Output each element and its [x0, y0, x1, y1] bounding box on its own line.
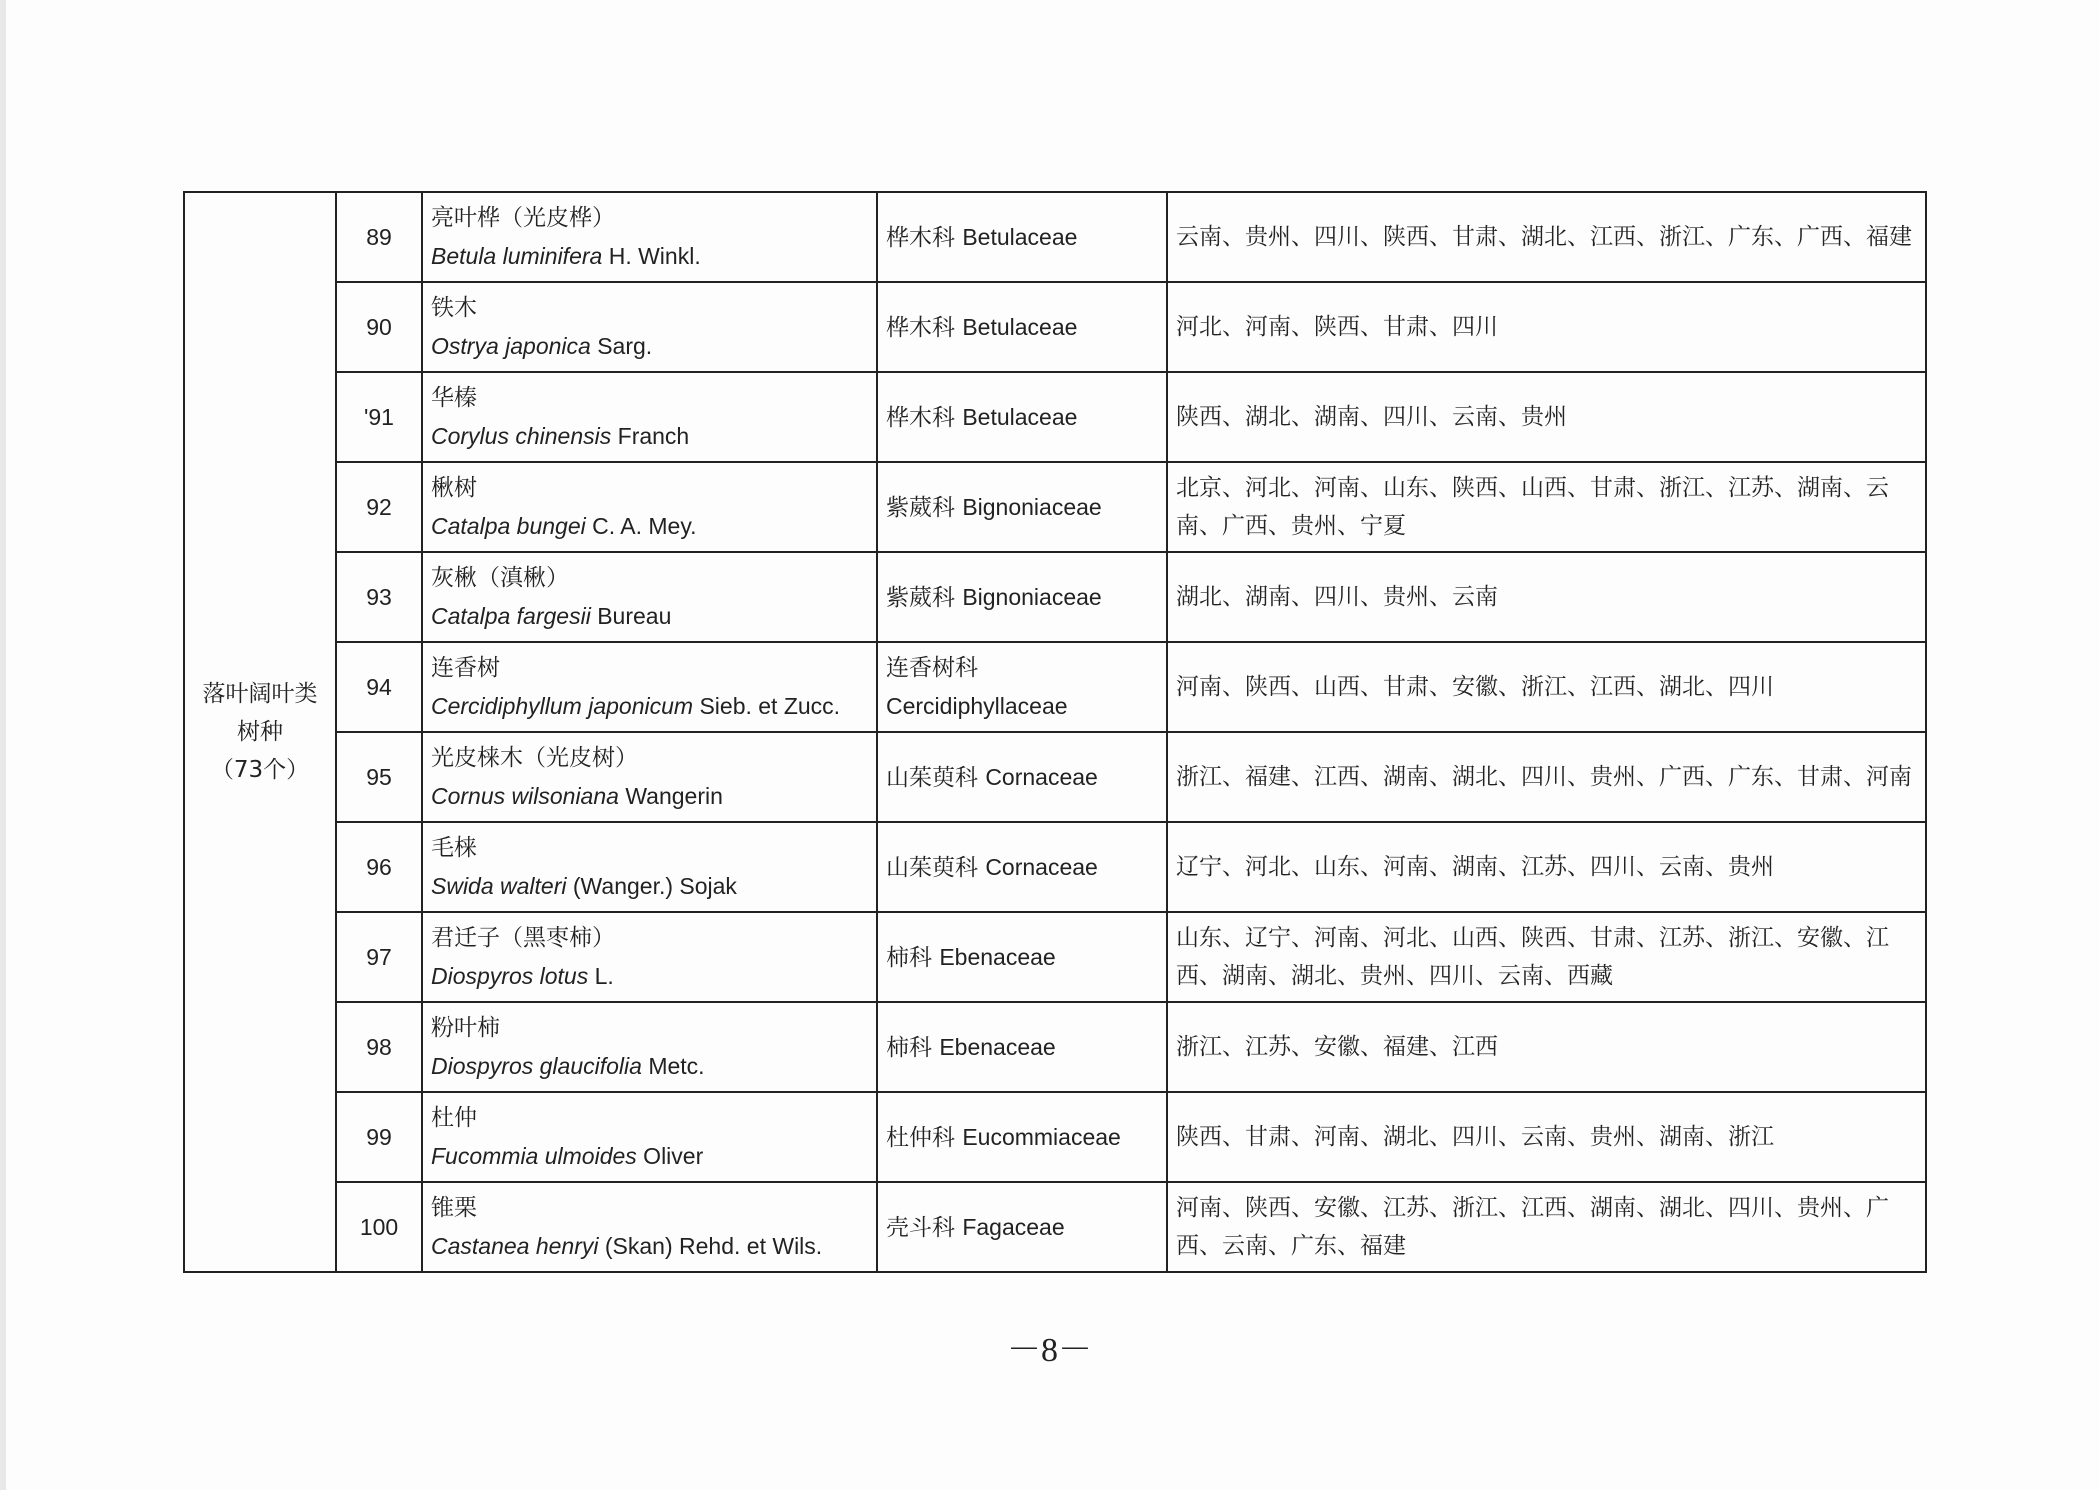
page-edge	[0, 0, 6, 1490]
family-latin: Ebenaceae	[939, 1033, 1056, 1060]
latin-author: Metc.	[641, 1053, 705, 1079]
species-name-cell	[422, 912, 877, 1002]
family-cell	[877, 912, 1167, 1002]
species-latin-name	[431, 1227, 868, 1265]
latin-binomial: Corylus chinensis	[431, 423, 612, 449]
row-number: 90	[336, 282, 422, 372]
family-latin: Fagaceae	[962, 1213, 1065, 1240]
family-cell	[877, 1002, 1167, 1092]
family-latin: Betulaceae	[962, 313, 1078, 340]
latin-binomial: Cercidiphyllum japonicum	[431, 693, 694, 719]
family-cell	[877, 282, 1167, 372]
latin-binomial: Betula luminifera	[431, 243, 603, 269]
row-number: 94	[336, 642, 422, 732]
latin-author: Sieb. et Zucc.	[693, 693, 841, 719]
row-number: 97	[336, 912, 422, 1002]
distribution-cell: 河南、陕西、山西、甘肃、安徽、浙江、江西、湖北、四川	[1167, 642, 1926, 732]
species-latin-name	[431, 777, 868, 815]
latin-author: L.	[588, 963, 614, 989]
species-chinese-name: 锥栗	[431, 1195, 477, 1221]
species-latin-name	[431, 237, 868, 275]
species-chinese-name: 粉叶柿	[431, 1015, 500, 1041]
family-latin: Betulaceae	[962, 403, 1078, 430]
species-latin-name	[431, 1047, 868, 1085]
category-label-line1: 落叶阔叶类	[202, 681, 318, 707]
latin-author: (Wanger.) Sojak	[566, 873, 737, 899]
latin-binomial: Fucommia ulmoides	[431, 1143, 637, 1169]
species-chinese-name: 杜仲	[431, 1105, 477, 1131]
latin-author: Franch	[611, 423, 690, 449]
family-chinese: 桦木科	[886, 224, 955, 251]
latin-binomial: Ostrya japonica	[431, 333, 591, 359]
table-row	[184, 462, 1926, 552]
species-chinese-name: 华榛	[431, 385, 477, 411]
table-row	[184, 192, 1926, 282]
latin-author: Bureau	[590, 603, 672, 629]
category-label-line2: 树种	[237, 719, 283, 745]
latin-binomial: Catalpa bungei	[431, 513, 586, 539]
family-chinese: 柿科	[886, 1034, 932, 1061]
table-row	[184, 642, 1926, 732]
distribution-cell: 湖北、湖南、四川、贵州、云南	[1167, 552, 1926, 642]
page-number: －8－	[1007, 1332, 1092, 1369]
table-row	[184, 732, 1926, 822]
latin-author: Wangerin	[618, 783, 723, 809]
family-cell	[877, 462, 1167, 552]
species-chinese-name: 铁木	[431, 295, 477, 321]
species-latin-name	[431, 327, 868, 365]
species-latin-name	[431, 597, 868, 635]
species-table	[183, 191, 1927, 1273]
row-number: 89	[336, 192, 422, 282]
species-latin-name	[431, 507, 868, 545]
family-cell	[877, 642, 1167, 732]
family-chinese: 紫葳科	[886, 494, 955, 521]
species-table-body	[184, 192, 1926, 1272]
family-chinese: 杜仲科	[886, 1124, 955, 1151]
family-chinese: 山茱萸科	[886, 764, 978, 791]
family-latin: Eucommiaceae	[962, 1123, 1121, 1150]
species-chinese-name: 亮叶桦（光皮桦）	[431, 205, 615, 231]
family-cell	[877, 1092, 1167, 1182]
latin-binomial: Catalpa fargesii	[431, 603, 591, 629]
distribution-cell: 山东、辽宁、河南、河北、山西、陕西、甘肃、江苏、浙江、安徽、江西、湖南、湖北、贵州、四川、云南、西藏	[1167, 912, 1926, 1002]
species-name-cell	[422, 372, 877, 462]
distribution-cell: 辽宁、河北、山东、河南、湖南、江苏、四川、云南、贵州	[1167, 822, 1926, 912]
family-chinese: 紫葳科	[886, 584, 955, 611]
row-number: 95	[336, 732, 422, 822]
latin-author: (Skan) Rehd. et Wils.	[598, 1233, 823, 1259]
species-chinese-name: 连香树	[431, 655, 500, 681]
family-latin: Bignoniaceae	[962, 493, 1102, 520]
table-row	[184, 1092, 1926, 1182]
family-cell	[877, 732, 1167, 822]
species-chinese-name: 光皮梾木（光皮树）	[431, 745, 638, 771]
species-name-cell	[422, 822, 877, 912]
table-row	[184, 372, 1926, 462]
family-chinese: 山茱萸科	[886, 854, 978, 881]
distribution-cell: 陕西、甘肃、河南、湖北、四川、云南、贵州、湖南、浙江	[1167, 1092, 1926, 1182]
family-chinese: 桦木科	[886, 404, 955, 431]
row-number: 96	[336, 822, 422, 912]
family-latin: Cercidiphyllaceae	[886, 693, 1068, 719]
species-chinese-name: 毛梾	[431, 835, 477, 861]
family-cell	[877, 372, 1167, 462]
latin-binomial: Swida walteri	[431, 873, 567, 899]
family-chinese: 连香树科	[886, 655, 978, 681]
distribution-cell: 河北、河南、陕西、甘肃、四川	[1167, 282, 1926, 372]
latin-binomial: Diospyros glaucifolia	[431, 1053, 642, 1079]
species-name-cell	[422, 732, 877, 822]
distribution-cell: 浙江、福建、江西、湖南、湖北、四川、贵州、广西、广东、甘肃、河南	[1167, 732, 1926, 822]
row-number: 98	[336, 1002, 422, 1092]
row-number: 93	[336, 552, 422, 642]
family-latin: Cornaceae	[985, 763, 1098, 790]
latin-binomial: Diospyros lotus	[431, 963, 589, 989]
latin-binomial: Cornus wilsoniana	[431, 783, 619, 809]
table-row	[184, 912, 1926, 1002]
species-chinese-name: 君迁子（黑枣柿）	[431, 925, 615, 951]
table-row	[184, 282, 1926, 372]
family-cell	[877, 192, 1167, 282]
latin-author: H. Winkl.	[602, 243, 701, 269]
species-name-cell	[422, 1182, 877, 1272]
distribution-cell: 河南、陕西、安徽、江苏、浙江、江西、湖南、湖北、四川、贵州、广西、云南、广东、福建	[1167, 1182, 1926, 1272]
latin-author: C. A. Mey.	[585, 513, 697, 539]
family-cell	[877, 552, 1167, 642]
species-latin-name	[431, 417, 868, 455]
family-chinese: 壳斗科	[886, 1214, 955, 1241]
family-latin: Ebenaceae	[939, 943, 1056, 970]
species-latin-name	[431, 957, 868, 995]
table-row	[184, 822, 1926, 912]
family-chinese: 桦木科	[886, 314, 955, 341]
species-name-cell	[422, 1002, 877, 1092]
table-row	[184, 552, 1926, 642]
row-number: 99	[336, 1092, 422, 1182]
latin-binomial: Castanea henryi	[431, 1233, 599, 1259]
distribution-cell: 云南、贵州、四川、陕西、甘肃、湖北、江西、浙江、广东、广西、福建	[1167, 192, 1926, 282]
family-latin: Cornaceae	[985, 853, 1098, 880]
species-chinese-name: 楸树	[431, 475, 477, 501]
category-count: （73个）	[210, 757, 310, 783]
latin-author: Oliver	[636, 1143, 704, 1169]
species-chinese-name: 灰楸（滇楸）	[431, 565, 569, 591]
distribution-cell: 北京、河北、河南、山东、陕西、山西、甘肃、浙江、江苏、湖南、云南、广西、贵州、宁夏	[1167, 462, 1926, 552]
species-name-cell	[422, 462, 877, 552]
species-name-cell	[422, 282, 877, 372]
table-row	[184, 1182, 1926, 1272]
family-latin: Betulaceae	[962, 223, 1078, 250]
species-latin-name	[431, 1137, 868, 1175]
table-row	[184, 1002, 1926, 1092]
distribution-cell: 浙江、江苏、安徽、福建、江西	[1167, 1002, 1926, 1092]
species-name-cell	[422, 1092, 877, 1182]
species-name-cell	[422, 552, 877, 642]
family-cell	[877, 1182, 1167, 1272]
row-number: 100	[336, 1182, 422, 1272]
family-chinese: 柿科	[886, 944, 932, 971]
species-latin-name	[431, 687, 868, 725]
species-name-cell	[422, 642, 877, 732]
category-cell	[184, 192, 336, 1272]
row-number: '91	[336, 372, 422, 462]
species-latin-name	[431, 867, 868, 905]
distribution-cell: 陕西、湖北、湖南、四川、云南、贵州	[1167, 372, 1926, 462]
latin-author: Sarg.	[590, 333, 653, 359]
family-cell	[877, 822, 1167, 912]
family-latin: Bignoniaceae	[962, 583, 1102, 610]
row-number: 92	[336, 462, 422, 552]
species-name-cell	[422, 192, 877, 282]
